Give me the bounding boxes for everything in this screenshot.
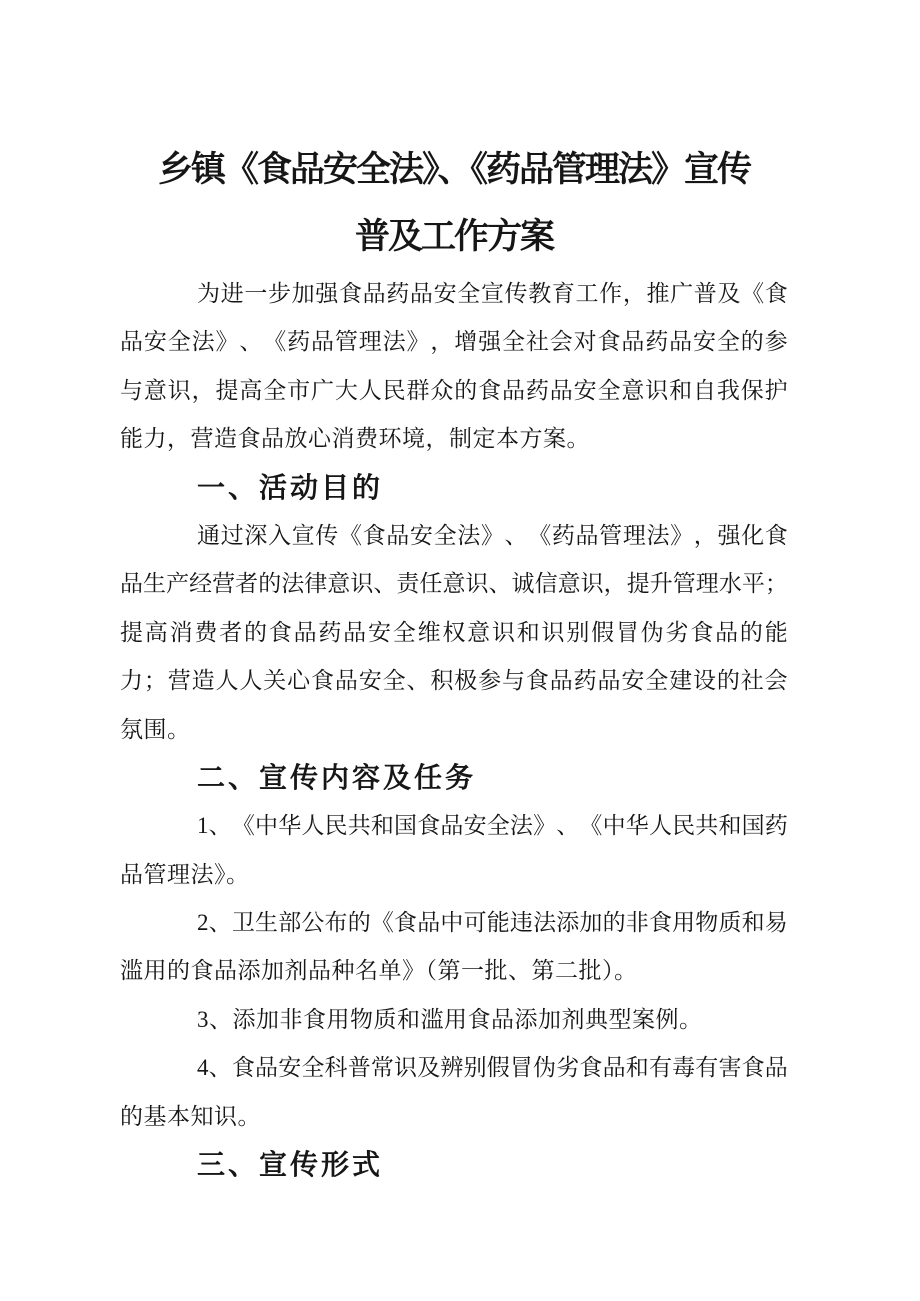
page-title [120,136,788,270]
section-heading-2: 二、宣传内容及任务 [197,761,477,793]
paragraph-1-line-3: 与 意 识 ， 提 高 全 市 广 大 人 民 群 众 的 食 品 药 品 安 全 意 识 和 自 我 保 护 [120,377,788,403]
page-title-line-1: 乡镇《食品安全法》、《药品管理法》宣传 [157,150,750,189]
list-item-4-line-1: 4 、 食 品 安 全 科 普 常 识 及 辨 别 假 冒 伪 劣 食 品 和 有 毒 有 害 食 品 [197,1055,788,1081]
paragraph-1-line-1: 为 进 一 步 加 强 食 品 药 品 安 全 宣 传 教 育 工 作 ， 推 广 普 及 《 食 [197,281,788,306]
list-item-4-line-2: 的基本知识。 [120,1103,261,1129]
paragraph-2-line-1: 通 过 深 入 宣 传 《 食 品 安 全 法 》 、 《 药 品 管 理 法 》 ， 强 化 食 [197,522,788,548]
list-item-1-line-2: 品管理法》。 [120,861,250,887]
paragraph-2-line-3: 提 高 消 费 者 的 食 品 药 品 安 全 维 权 意 识 和 识 别 假 冒 伪 劣 食 品 的 能 [120,619,788,645]
list-item-1-line-1: 1 、 《 中 华 人 民 共 和 国 食 品 安 全 法 》 、 《 中 华 人 民 共 和 国 药 [197,813,788,839]
page-title-line-2: 普及工作方案 [354,217,553,256]
paragraph-2-line-4: 力 ； 营 造 人 人 关 心 食 品 安 全 、 积 极 参 与 食 品 药 品 安 全 建 设 的 社 会 [120,668,788,694]
section-heading-1: 一、活动目的 [197,471,384,503]
list-item-2-line-1: 2 、 卫 生 部 公 布 的 《 食 品 中 可 能 违 法 添 加 的 非 食 用 物 质 和 易 [197,910,788,936]
paragraph-1-line-2: 品 安 全 法 》 、 《 药 品 管 理 法 》 ， 增 强 全 社 会 对 食 品 药 品 安 全 的 参 [120,329,788,355]
section-heading-3: 三、宣传形式 [197,1149,384,1181]
list-item-2-line-2: 滥用的食品添加剂品种名单》（第一批、第二批）。 [120,958,638,984]
list-item-3-line-1: 3、添加非食用物质和滥用食品添加剂典型案例。 [197,1006,703,1032]
paragraph-1-line-4: 能力，营造食品放心消费环境，制定本方案。 [120,426,590,452]
document-body [120,270,788,1189]
paragraph-2-line-5: 氛围。 [120,716,191,742]
paragraph-2-line-2: 品 生 产 经 营 者 的 法 律 意 识 、 责 任 意 识 、 诚 信 意 识 ， 提 升 管 理 水 平 ； [120,571,788,597]
